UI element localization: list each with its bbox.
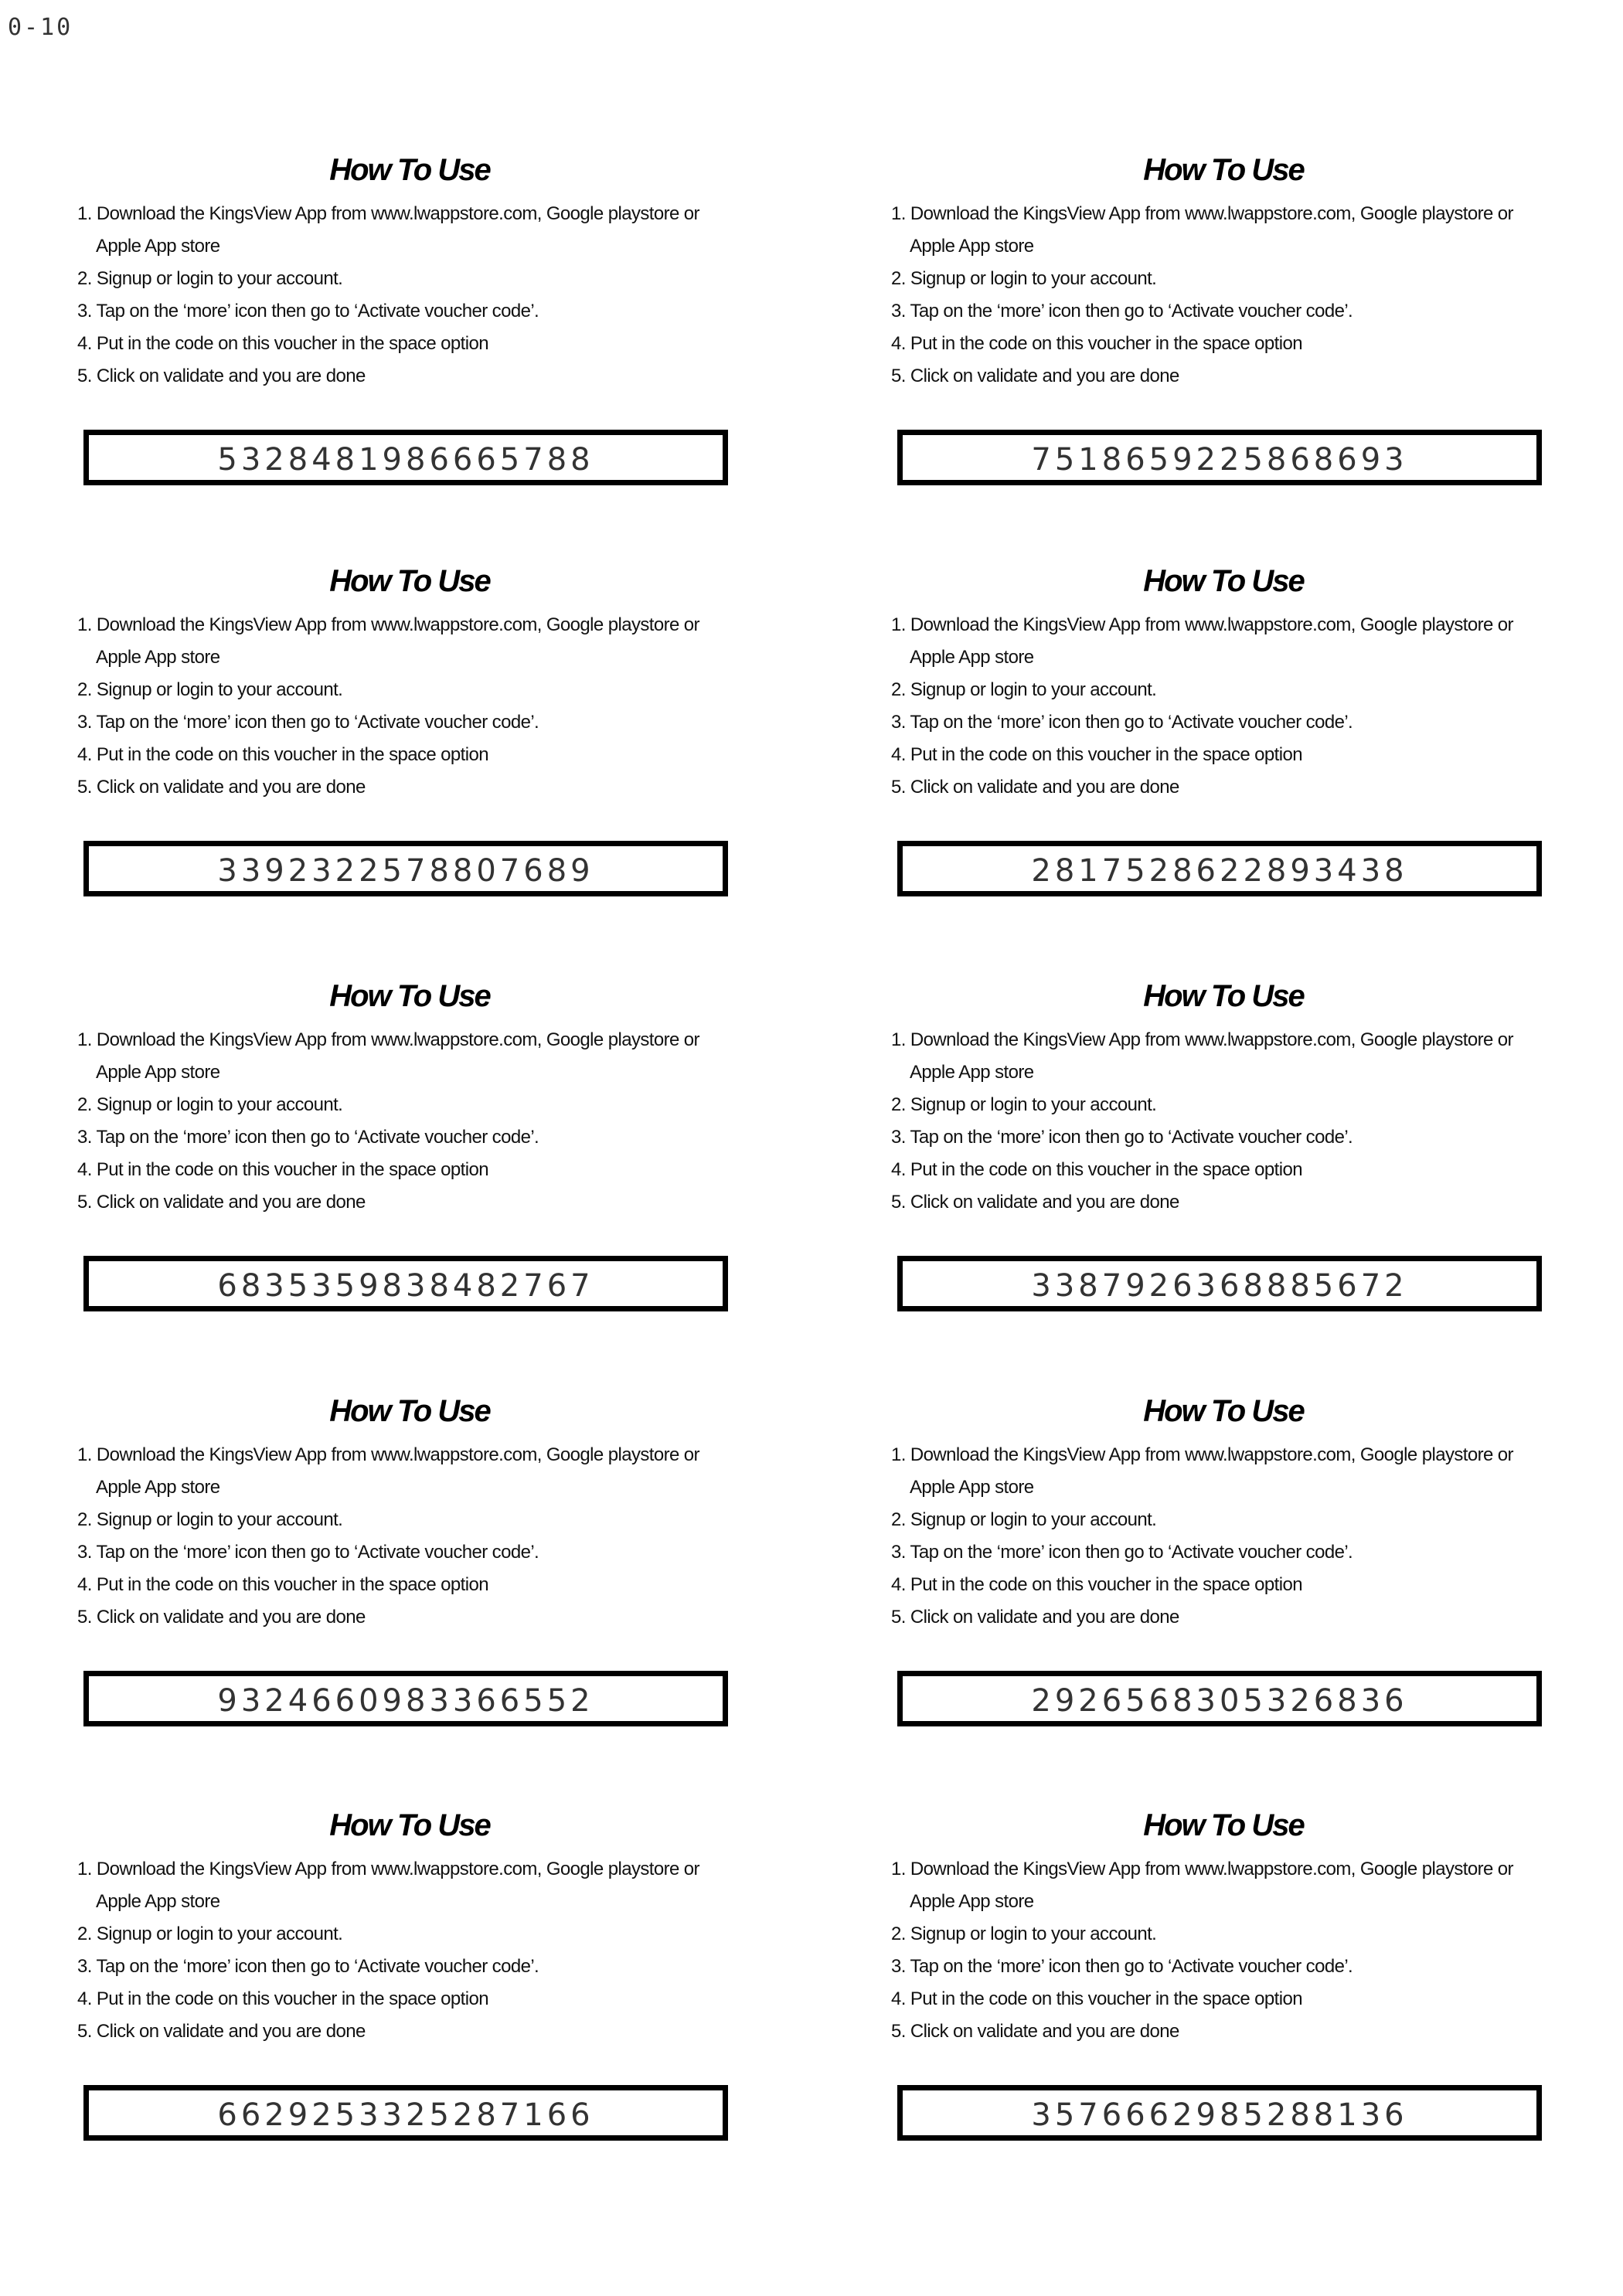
- instruction-step: 4. Put in the code on this voucher in the space option: [77, 1988, 488, 2009]
- instruction-step: [891, 1439, 1513, 1504]
- instruction-step: 4. Put in the code on this voucher in the space option: [77, 1159, 488, 1180]
- instruction-step: 3. Tap on the ‘more’ icon then go to ‘Activate voucher code’.: [891, 1542, 1353, 1563]
- voucher-code: 9324660983366552: [217, 1683, 594, 1719]
- instruction-step: 2. Signup or login to your account.: [77, 1924, 343, 1944]
- voucher-code-box: [83, 2085, 728, 2141]
- instruction-step: 5. Click on validate and you are done: [77, 2021, 366, 2042]
- voucher-card-1: [77, 153, 819, 478]
- instruction-step: 2. Signup or login to your account.: [891, 268, 1157, 289]
- how-to-use-title: How To Use: [1143, 1394, 1304, 1428]
- step-text: 1. Download the KingsView App from www.lwappstore.com, Google playstore or: [891, 614, 1513, 635]
- instruction-step: 5. Click on validate and you are done: [891, 1192, 1179, 1213]
- voucher-code-box: [83, 1671, 728, 1726]
- how-to-use-title: How To Use: [329, 979, 490, 1013]
- instruction-step: 2. Signup or login to your account.: [891, 1509, 1157, 1530]
- voucher-card-2: [891, 153, 1623, 478]
- voucher-card-8: [891, 1394, 1623, 1719]
- instruction-step: 3. Tap on the ‘more’ icon then go to ‘Activate voucher code’.: [77, 301, 539, 321]
- instructions-list: [891, 198, 1513, 393]
- instruction-step: [891, 198, 1513, 263]
- instruction-step: 4. Put in the code on this voucher in the space option: [77, 333, 488, 354]
- voucher-code: 3576662985288136: [1031, 2097, 1408, 2133]
- instruction-step: 3. Tap on the ‘more’ icon then go to ‘Activate voucher code’.: [77, 1956, 539, 1977]
- voucher-code: 7518659225868693: [1031, 442, 1408, 478]
- step-text: 1. Download the KingsView App from www.lwappstore.com, Google playstore or: [77, 1859, 699, 1879]
- voucher-card-5: [77, 979, 819, 1304]
- instruction-step: 2. Signup or login to your account.: [77, 1094, 343, 1115]
- voucher-code: 6629253325287166: [217, 2097, 594, 2133]
- voucher-code-box: [897, 430, 1542, 485]
- step-text-continued: Apple App store: [910, 236, 1034, 257]
- instruction-step: 5. Click on validate and you are done: [77, 777, 366, 798]
- instruction-step: 4. Put in the code on this voucher in the space option: [891, 744, 1302, 765]
- step-text-continued: Apple App store: [910, 647, 1034, 668]
- step-text: 1. Download the KingsView App from www.lwappstore.com, Google playstore or: [77, 203, 699, 224]
- instructions-list: [77, 1024, 699, 1219]
- voucher-code-box: [83, 1256, 728, 1311]
- voucher-card-6: [891, 979, 1623, 1304]
- step-text: 1. Download the KingsView App from www.lwappstore.com, Google playstore or: [77, 614, 699, 635]
- instructions-list: [77, 1853, 699, 2048]
- step-text-continued: Apple App store: [910, 1477, 1034, 1498]
- voucher-code-box: [897, 2085, 1542, 2141]
- instructions-list: [891, 1853, 1513, 2048]
- instruction-step: 4. Put in the code on this voucher in the space option: [891, 1159, 1302, 1180]
- instruction-step: [891, 609, 1513, 674]
- instruction-step: 4. Put in the code on this voucher in the space option: [77, 744, 488, 765]
- instruction-step: 2. Signup or login to your account.: [891, 679, 1157, 700]
- instruction-step: [77, 1439, 699, 1504]
- voucher-code: 3392322578807689: [217, 853, 594, 889]
- page-label: 0-10: [8, 14, 73, 41]
- step-text: 1. Download the KingsView App from www.lwappstore.com, Google playstore or: [891, 1859, 1513, 1879]
- voucher-code-box: [897, 841, 1542, 896]
- voucher-code-box: [897, 1671, 1542, 1726]
- instruction-step: 2. Signup or login to your account.: [891, 1924, 1157, 1944]
- instruction-step: 4. Put in the code on this voucher in the space option: [891, 333, 1302, 354]
- instruction-step: 2. Signup or login to your account.: [77, 679, 343, 700]
- instruction-step: [891, 1024, 1513, 1089]
- voucher-code: 3387926368885672: [1031, 1268, 1408, 1304]
- how-to-use-title: How To Use: [329, 1394, 490, 1428]
- voucher-card-3: [77, 564, 819, 889]
- instructions-list: [77, 198, 699, 393]
- voucher-code-box: [83, 841, 728, 896]
- voucher-card-7: [77, 1394, 819, 1719]
- instruction-step: 5. Click on validate and you are done: [77, 366, 366, 386]
- instruction-step: [77, 198, 699, 263]
- instruction-step: [77, 1853, 699, 1918]
- step-text: 1. Download the KingsView App from www.lwappstore.com, Google playstore or: [891, 203, 1513, 224]
- instruction-step: 3. Tap on the ‘more’ icon then go to ‘Activate voucher code’.: [891, 1127, 1353, 1148]
- step-text: 1. Download the KingsView App from www.lwappstore.com, Google playstore or: [891, 1444, 1513, 1465]
- instructions-list: [891, 1024, 1513, 1219]
- how-to-use-title: How To Use: [329, 564, 490, 598]
- instruction-step: 4. Put in the code on this voucher in the space option: [77, 1574, 488, 1595]
- instructions-list: [891, 609, 1513, 804]
- instruction-step: 5. Click on validate and you are done: [891, 2021, 1179, 2042]
- voucher-code: 6835359838482767: [217, 1268, 594, 1304]
- instruction-step: 3. Tap on the ‘more’ icon then go to ‘Activate voucher code’.: [891, 301, 1353, 321]
- instruction-step: 3. Tap on the ‘more’ icon then go to ‘Activate voucher code’.: [891, 712, 1353, 733]
- instruction-step: 5. Click on validate and you are done: [891, 777, 1179, 798]
- how-to-use-title: How To Use: [1143, 1808, 1304, 1842]
- step-text-continued: Apple App store: [910, 1062, 1034, 1083]
- instruction-step: 5. Click on validate and you are done: [77, 1192, 366, 1213]
- instruction-step: [891, 1853, 1513, 1918]
- instruction-step: 3. Tap on the ‘more’ icon then go to ‘Activate voucher code’.: [77, 1542, 539, 1563]
- how-to-use-title: How To Use: [1143, 979, 1304, 1013]
- instruction-step: 4. Put in the code on this voucher in the space option: [891, 1574, 1302, 1595]
- instruction-step: 4. Put in the code on this voucher in the space option: [891, 1988, 1302, 2009]
- instruction-step: 3. Tap on the ‘more’ icon then go to ‘Activate voucher code’.: [891, 1956, 1353, 1977]
- instruction-step: [77, 609, 699, 674]
- instruction-step: 3. Tap on the ‘more’ icon then go to ‘Activate voucher code’.: [77, 712, 539, 733]
- voucher-card-4: [891, 564, 1623, 889]
- how-to-use-title: How To Use: [1143, 564, 1304, 598]
- instructions-list: [891, 1439, 1513, 1634]
- step-text: 1. Download the KingsView App from www.lwappstore.com, Google playstore or: [77, 1029, 699, 1050]
- step-text: 1. Download the KingsView App from www.lwappstore.com, Google playstore or: [891, 1029, 1513, 1050]
- instruction-step: 5. Click on validate and you are done: [891, 366, 1179, 386]
- voucher-card-9: [77, 1808, 819, 2133]
- instruction-step: 2. Signup or login to your account.: [77, 1509, 343, 1530]
- step-text-continued: Apple App store: [96, 1062, 220, 1083]
- step-text-continued: Apple App store: [96, 1477, 220, 1498]
- voucher-code: 5328481986665788: [217, 442, 594, 478]
- instruction-step: 2. Signup or login to your account.: [891, 1094, 1157, 1115]
- instruction-step: 5. Click on validate and you are done: [891, 1607, 1179, 1628]
- instructions-list: [77, 1439, 699, 1634]
- instruction-step: 2. Signup or login to your account.: [77, 268, 343, 289]
- voucher-code-box: [897, 1256, 1542, 1311]
- instruction-step: [77, 1024, 699, 1089]
- voucher-code-box: [83, 430, 728, 485]
- voucher-card-10: [891, 1808, 1623, 2133]
- instructions-list: [77, 609, 699, 804]
- step-text: 1. Download the KingsView App from www.lwappstore.com, Google playstore or: [77, 1444, 699, 1465]
- how-to-use-title: How To Use: [1143, 153, 1304, 187]
- step-text-continued: Apple App store: [96, 1891, 220, 1912]
- instruction-step: 3. Tap on the ‘more’ icon then go to ‘Activate voucher code’.: [77, 1127, 539, 1148]
- step-text-continued: Apple App store: [96, 647, 220, 668]
- voucher-code: 2926568305326836: [1031, 1683, 1408, 1719]
- voucher-code: 2817528622893438: [1031, 853, 1408, 889]
- how-to-use-title: How To Use: [329, 153, 490, 187]
- instruction-step: 5. Click on validate and you are done: [77, 1607, 366, 1628]
- how-to-use-title: How To Use: [329, 1808, 490, 1842]
- step-text-continued: Apple App store: [910, 1891, 1034, 1912]
- step-text-continued: Apple App store: [96, 236, 220, 257]
